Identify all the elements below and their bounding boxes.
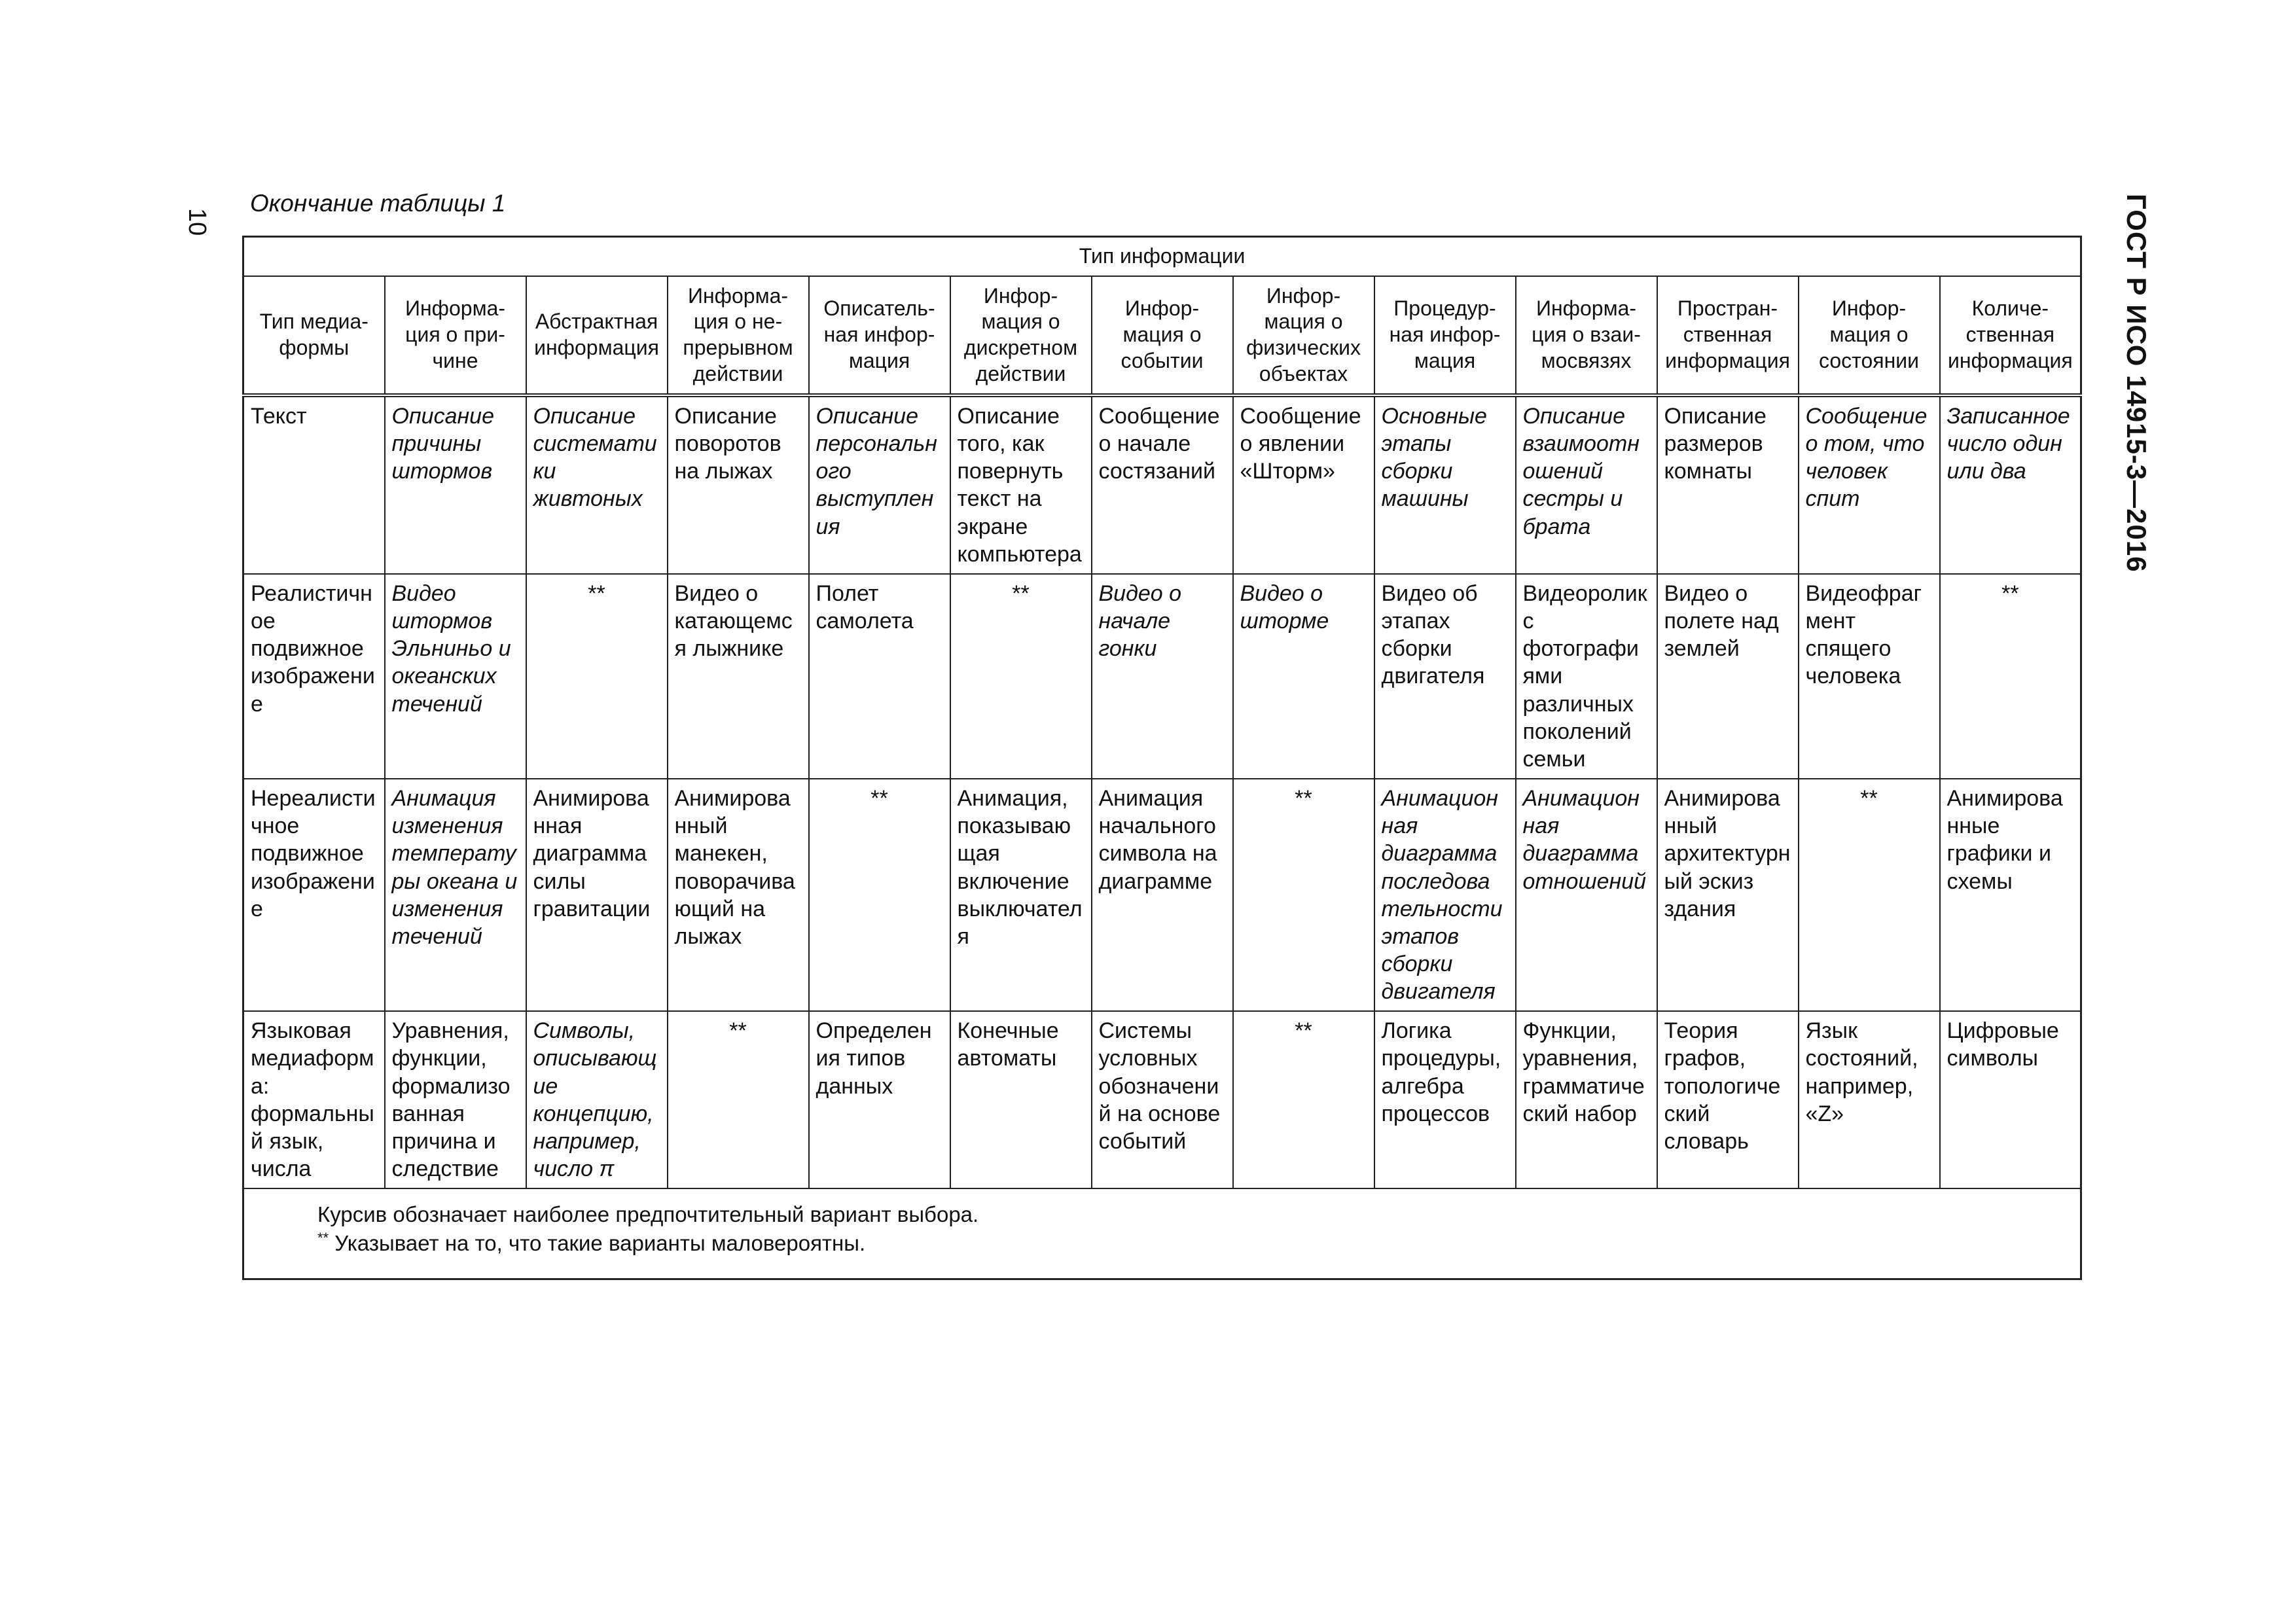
table-cell: Видео штормов Эльниньо и океанских течений	[385, 574, 526, 779]
media-type-cell: Реалистичное подвижное изображение	[243, 574, 385, 779]
table-cell: Символы, описывающие концепцию, например, число π	[526, 1011, 668, 1188]
table-cell: Анимация, показывающая включение выключателя	[950, 779, 1092, 1011]
table-row	[243, 574, 2081, 779]
super-header-row	[243, 237, 2081, 277]
table-cell: Уравнения, функции, формализованная причина и следствие	[385, 1011, 526, 1188]
table-cell: Теория графов, топологический словарь	[1657, 1011, 1799, 1188]
table-cell: Определения типов данных	[809, 1011, 950, 1188]
column-header-cell: Процедур-ная инфор-мация	[1374, 276, 1516, 395]
column-header-cell: Инфор-мация о состоянии	[1799, 276, 1940, 395]
table-cell: Анимация изменения температуры океана и изменения течений	[385, 779, 526, 1011]
column-header-cell: Информа-ция о взаи-мосвязях	[1516, 276, 1657, 395]
media-type-cell: Нереалистичное подвижное изображение	[243, 779, 385, 1011]
table-row	[243, 395, 2081, 574]
table-cell: Анимационная диаграмма последовательности этапов сборки двигателя	[1374, 779, 1516, 1011]
table-cell: Описание причины штормов	[385, 395, 526, 574]
table-cell: Конечные автоматы	[950, 1011, 1092, 1188]
table-cell: Видеоролик с фотографиями различных поколений семьи	[1516, 574, 1657, 779]
media-type-cell: Текст	[243, 395, 385, 574]
table-cell: Сообщение о том, что человек спит	[1799, 395, 1940, 574]
table-cell: Описание систематики живтоных	[526, 395, 668, 574]
table-cell: Основные этапы сборки машины	[1374, 395, 1516, 574]
table-cell: Видео о шторме	[1233, 574, 1374, 779]
table-cell: Описание взаимоотношений сестры и брата	[1516, 395, 1657, 574]
column-header-cell: Инфор-мация о событии	[1092, 276, 1233, 395]
table-cell: **	[1233, 1011, 1374, 1188]
table-cell: Записанное число один или два	[1940, 395, 2081, 574]
table-cell: Функции, уравнения, грамматический набор	[1516, 1011, 1657, 1188]
table-caption: Окончание таблицы 1	[250, 190, 506, 217]
table-cell: Анимация начального символа на диаграмме	[1092, 779, 1233, 1011]
table-cell: Цифровые символы	[1940, 1011, 2081, 1188]
table-cell: Анимированный архитектурный эскиз здания	[1657, 779, 1799, 1011]
table-cell: **	[950, 574, 1092, 779]
table-cell: **	[1799, 779, 1940, 1011]
column-header-cell: Информа-ция о при-чине	[385, 276, 526, 395]
table-cell: Видеофрагмент спящего человека	[1799, 574, 1940, 779]
table-cell: Описание размеров комнаты	[1657, 395, 1799, 574]
table-cell: Видео о полете над землей	[1657, 574, 1799, 779]
table-cell: **	[668, 1011, 809, 1188]
table-notes	[243, 1188, 2081, 1279]
table-cell: **	[1233, 779, 1374, 1011]
table-cell: Сообщение о явлении «Шторм»	[1233, 395, 1374, 574]
table-cell: Анимированная диаграмма силы гравитации	[526, 779, 668, 1011]
table-cell: Анимированные графики и схемы	[1940, 779, 2081, 1011]
note-italic-meaning: Курсив обозначает наиболее предпочтительный вариант выбора.	[317, 1202, 979, 1227]
table-cell: Сообщение о начале состязаний	[1092, 395, 1233, 574]
column-header-cell: Абстрактная информация	[526, 276, 668, 395]
column-header-cell: Информа-ция о не-прерывном действии	[668, 276, 809, 395]
document-standard-code: ГОСТ Р ИСО 14915-3—2016	[2121, 194, 2152, 573]
note-double-asterisk-meaning	[317, 1229, 2073, 1258]
table-cell: Описание того, как повернуть текст на экране компьютера	[950, 395, 1092, 574]
page-number: 10	[183, 208, 211, 236]
table-row	[243, 779, 2081, 1011]
table-cell: Анимированный манекен, поворачивающий на лыжах	[668, 779, 809, 1011]
table-notes-row	[243, 1188, 2081, 1279]
table-cell: Язык состояний, например, «Z»	[1799, 1011, 1940, 1188]
table-cell: **	[809, 779, 950, 1011]
table-row	[243, 1011, 2081, 1188]
column-header-cell: Инфор-мация о физических объектах	[1233, 276, 1374, 395]
column-header-cell: Количе-ственная информация	[1940, 276, 2081, 395]
table-cell: Полет самолета	[809, 574, 950, 779]
table-cell: Описание персонального выступления	[809, 395, 950, 574]
table-cell: **	[1940, 574, 2081, 779]
double-asterisk-mark: **	[317, 1230, 329, 1247]
super-header-cell: Тип информации	[243, 237, 2081, 277]
table-cell: Анимационная диаграмма отношений	[1516, 779, 1657, 1011]
table-body	[243, 237, 2081, 1279]
table-cell: Описание поворотов на лыжах	[668, 395, 809, 574]
table-cell: Видео о катающемся лыжнике	[668, 574, 809, 779]
media-type-cell: Языковая медиаформа: формальный язык, числа	[243, 1011, 385, 1188]
column-header-cell: Простран-ственная информация	[1657, 276, 1799, 395]
column-header-cell: Инфор-мация о дискретном действии	[950, 276, 1092, 395]
table-cell: Логика процедуры, алгебра процессов	[1374, 1011, 1516, 1188]
column-header-row	[243, 276, 2081, 395]
table-cell: Системы условных обозначений на основе событий	[1092, 1011, 1233, 1188]
note-text: Указывает на то, что такие варианты маловероятны.	[329, 1231, 866, 1256]
table-cell: Видео об этапах сборки двигателя	[1374, 574, 1516, 779]
column-header-cell: Тип медиа-формы	[243, 276, 385, 395]
table-cell: **	[526, 574, 668, 779]
media-information-table	[242, 236, 2082, 1280]
column-header-cell: Описатель-ная инфор-мация	[809, 276, 950, 395]
table-cell: Видео о начале гонки	[1092, 574, 1233, 779]
